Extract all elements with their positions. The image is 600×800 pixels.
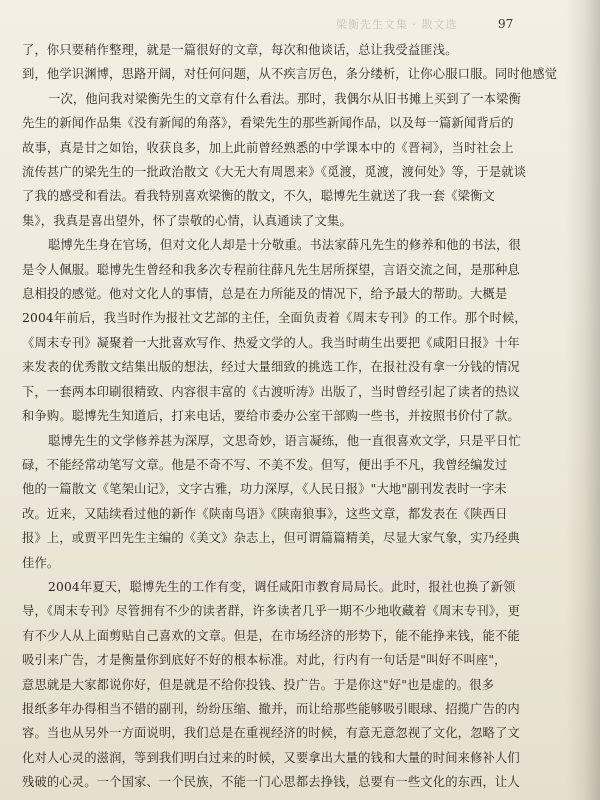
text-line: 残破的心灵。一个国家、一个民族，不能一门心思都去挣钱，总要有一些文化的东西，让人 [22,775,520,790]
text-line: 先生的新闻作品集《没有新闻的角落》，看梁先生的那些新闻作品，以及每一篇新闻背后的 [22,116,514,131]
text-line: 有不少人从上面剪贴自己喜欢的文章。但是，在市场经济的形势下，能不能挣来钱，能不能 [22,628,520,643]
text-line: 《周末专刊》凝聚着一大批喜欢写作、热爱文学的人。我当时萌生出要把《咸阳日报》十年 [22,335,520,350]
text-line: 报》上，或贾平凹先生主编的《美文》杂志上，但可谓篇篇精美，尽显大家气象，实乃经典 [22,531,520,546]
text-line: 佳作。 [22,555,60,570]
text-line: 了，你只要稍作整理，就是一篇很好的文章，每次和他谈话，总让我受益匪浅。 [22,43,458,57]
paragraph-1 [22,38,562,87]
text-line: 和争购。聪博先生知道后，打来电话，要给市委办公室干部购一些书，并按照书价付了款。 [22,409,520,424]
text-line: 吸引来广告，才是衡量你到底好不好的根本标准。对此，行内有一句话是"叫好不叫座"， [22,653,507,668]
text-line: 流传甚广的梁先生的一批政治散文《大无大有周恩来》《觅渡，觅渡，渡何处》等，于是就谈 [22,165,527,180]
running-head: 梁衡先生文集 · 散文选 [336,18,458,31]
text-line: 集》，我真是喜出望外，怀了崇敬的心情，认真通读了文集。 [22,213,352,228]
text-line: 下，一套两本印刷很精致、内容很丰富的《古渡听涛》出版了，当时曾经引起了读者的热议 [22,384,520,399]
page-header [0,0,600,40]
text-line: 碌，不能经常动笔写文章。他是不奇不写、不美不发。但写，便出手不凡，我曾经编发过 [22,457,508,472]
text-line: 故事，真是甘之如饴，收获良多，加上此前曾经熟悉的中学课本中的《晋祠》，当时社会上 [22,140,514,155]
text-line: 到，他学识渊博，思路开阔，对任何问题，从不疾言厉色，条分缕析，让你心服口服。同时他感觉 [22,67,558,82]
text-line: 导，《周末专刊》尽管拥有不少的读者群，许多读者几乎一期不少地收藏着《周末专刊》，更 [22,604,521,619]
text-line: 来发表的优秀散文结集出版的想法，经过大量细致的挑选工作，在报社没有拿一分钱的情况 [22,360,520,375]
text-line: 是令人佩服。聪博先生曾经和我多次专程前往薛凡先生居所探望，言语交流之间，是那种息 [22,262,520,277]
text-line: 他的一篇散文《笔架山记》，文字古雅，功力深厚，《人民日报》"大地"副刊发表时一字未 [22,482,507,497]
text-line: 2004年前后，我当时作为报社文艺部的主任，全面负责着《周末专刊》的工作。那个时候， [22,311,527,326]
text-line: 2004年夏天，聪博先生的工作有变，调任咸阳市教育局局长。此时，报社也换了新领 [48,579,516,594]
text-line: 了我的感受和看法。看我特别喜欢梁衡的散文，不久，聪博先生就送了我一套《梁衡文 [22,189,495,204]
paragraph-4 [22,429,562,575]
paragraph-5 [22,575,562,795]
page-gutter-shadow [566,0,600,800]
text-line: 改。近来，又陆续看过他的新作《陕南鸟语》《陕南狼事》，这些文章，都发表在《陕西日 [22,506,508,521]
page-number: 97 [498,17,514,31]
paragraph-3 [22,233,562,428]
text-line: 聪博先生的文学修养甚为深厚，文思奇妙，语言凝练，他一直很喜欢文学，只是平日忙 [48,433,521,448]
body-text [22,38,562,800]
text-line: 一次，他问我对梁衡先生的文章有什么看法。那时，我偶尔从旧书摊上买到了一本梁衡 [48,91,521,106]
text-line: 聪博先生身在官场，但对文化人却是十分敬重。书法家薛凡先生的修养和他的书法，很 [48,238,521,253]
text-line: 报纸多年办得相当不错的副刊，纷纷压缩、撤并，而让给那些能够吸引眼球、招揽广告的内 [22,701,520,716]
paragraph-2 [22,87,562,233]
text-line: 化对人心灵的滋润，等到我们明白过来的时候，又要拿出大量的钱和大量的时间来修补人们 [22,750,520,765]
text-line: 意思就是大家都说你好，但是就是不给你投钱、投广告。于是你这"好"也是虚的。很多 [22,677,495,692]
text-line: 容。当也从另外一方面说明，我们总是在重视经济的时候，有意无意忽视了文化，忽略了文 [22,726,520,741]
text-line: 息相投的感觉。他对文化人的事情，总是在力所能及的情况下，给予最大的帮助。大概是 [22,287,508,302]
